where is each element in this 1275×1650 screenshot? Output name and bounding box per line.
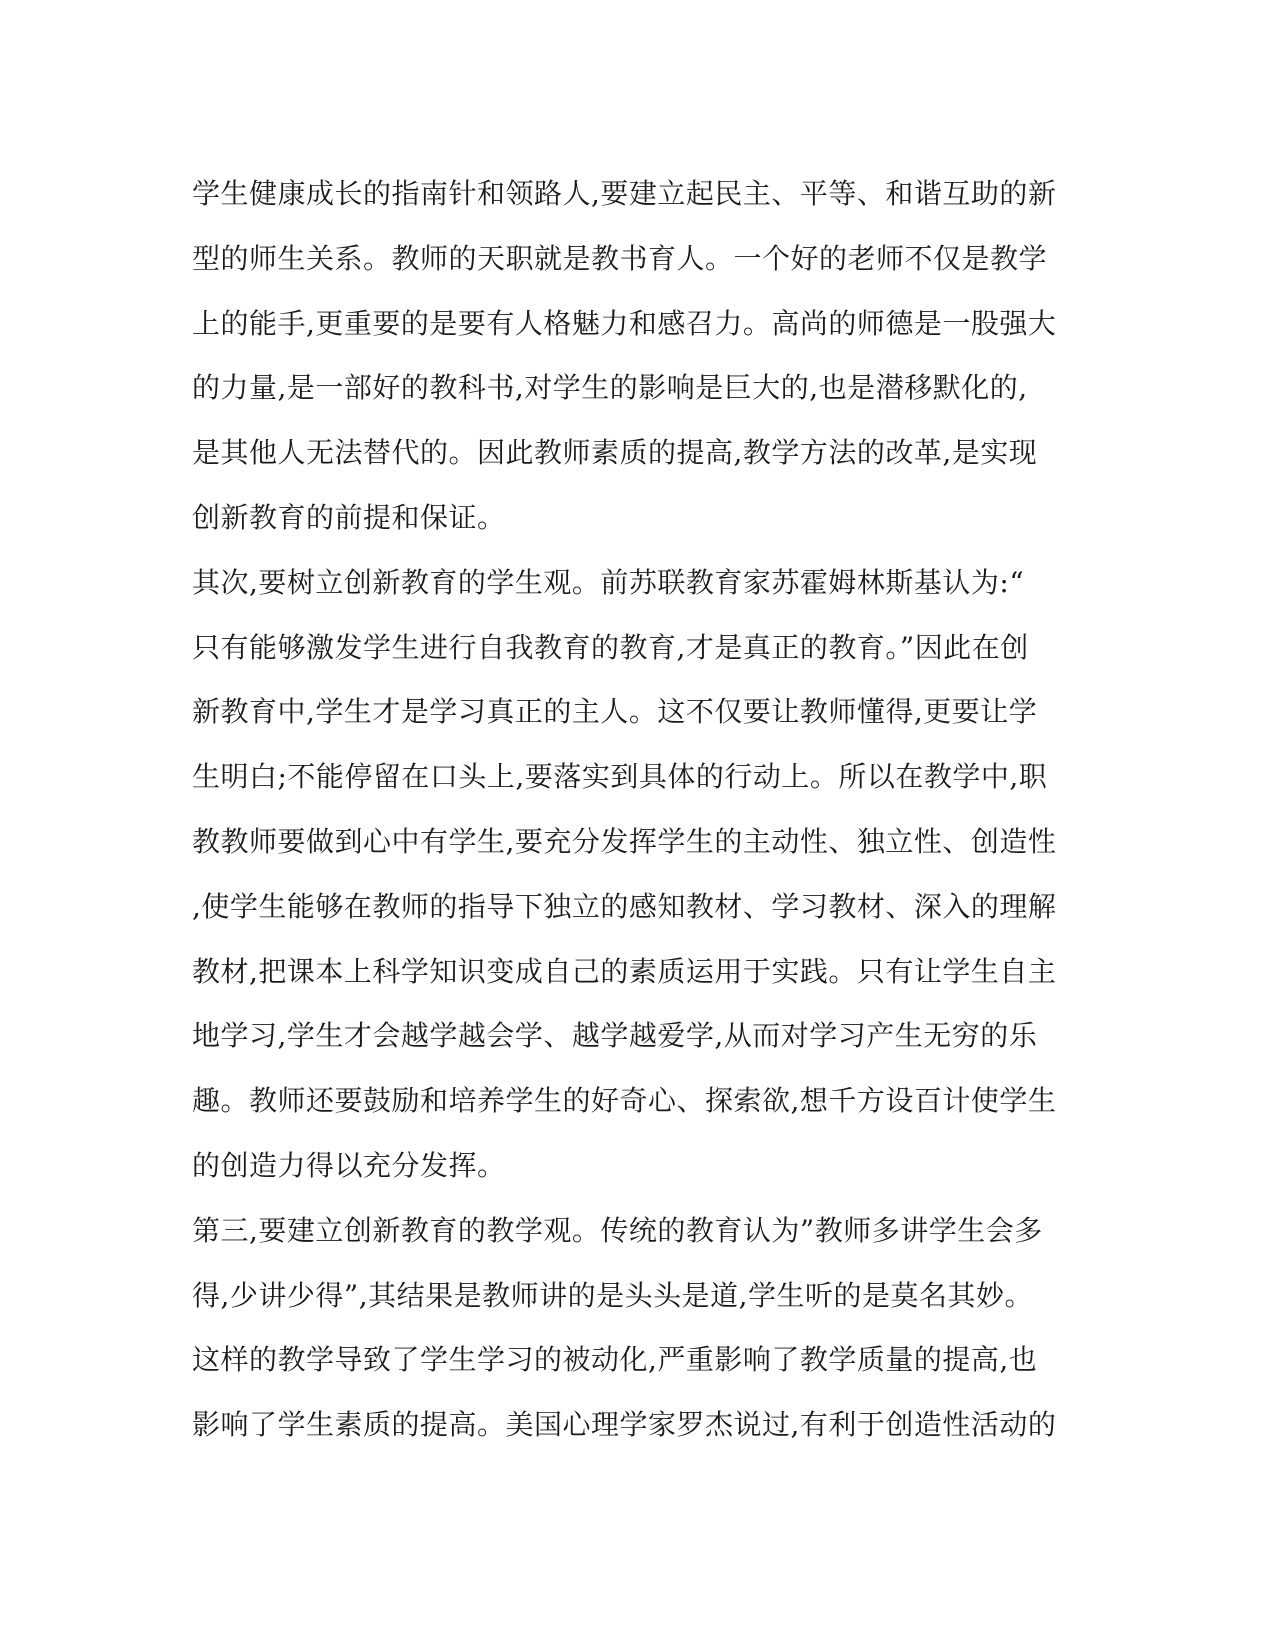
text-line: 其次,要树立创新教育的学生观。前苏联教育家苏霍姆林斯基认为:“ (192, 565, 1025, 599)
text-line: 的创造力得以充分发挥。 (192, 1148, 506, 1182)
text-line: 的力量,是一部好的教科书,对学生的影响是巨大的,也是潜移默化的, (192, 371, 1028, 405)
text-line: 地学习,学生才会越学越会学、越学越爱学,从而对学习产生无穷的乐 (192, 1019, 1038, 1053)
text-line: 教教师要做到心中有学生,要充分发挥学生的主动性、独立性、创造性 (192, 824, 1057, 858)
body-text (192, 162, 1082, 1458)
text-line: 新教育中,学生才是学习真正的主人。这不仅要让教师懂得,更要让学 (192, 695, 1038, 729)
text-line: 得,少讲少得”,其结果是教师讲的是头头是道,学生听的是莫名其妙。 (192, 1278, 1034, 1312)
text-line: 影响了学生素质的提高。美国心理学家罗杰说过,有利于创造性活动的 (192, 1408, 1057, 1442)
text-line: 型的师生关系。教师的天职就是教书育人。一个好的老师不仅是教学 (192, 241, 1048, 275)
text-line: ,使学生能够在教师的指导下独立的感知教材、学习教材、深入的理解 (192, 889, 1057, 923)
text-line: 趣。教师还要鼓励和培养学生的好奇心、探索欲,想千方设百计使学生 (192, 1084, 1057, 1118)
text-line: 教材,把课本上科学知识变成自己的素质运用于实践。只有让学生自主 (192, 954, 1057, 988)
text-line: 上的能手,更重要的是要有人格魅力和感召力。高尚的师德是一股强大 (192, 306, 1057, 340)
text-line: 是其他人无法替代的。因此教师素质的提高,教学方法的改革,是实现 (192, 436, 1038, 470)
text-line: 只有能够激发学生进行自我教育的教育,才是真正的教育。”因此在创 (192, 630, 1029, 664)
text-line: 第三,要建立创新教育的教学观。传统的教育认为”教师多讲学生会多 (192, 1213, 1043, 1247)
text-line: 创新教育的前提和保证。 (192, 500, 506, 534)
text-line: 生明白;不能停留在口头上,要落实到具体的行动上。所以在教学中,职 (192, 760, 1048, 794)
text-line: 这样的教学导致了学生学习的被动化,严重影响了教学质量的提高,也 (192, 1343, 1038, 1377)
text-line: 学生健康成长的指南针和领路人,要建立起民主、平等、和谐互助的新 (192, 177, 1057, 210)
